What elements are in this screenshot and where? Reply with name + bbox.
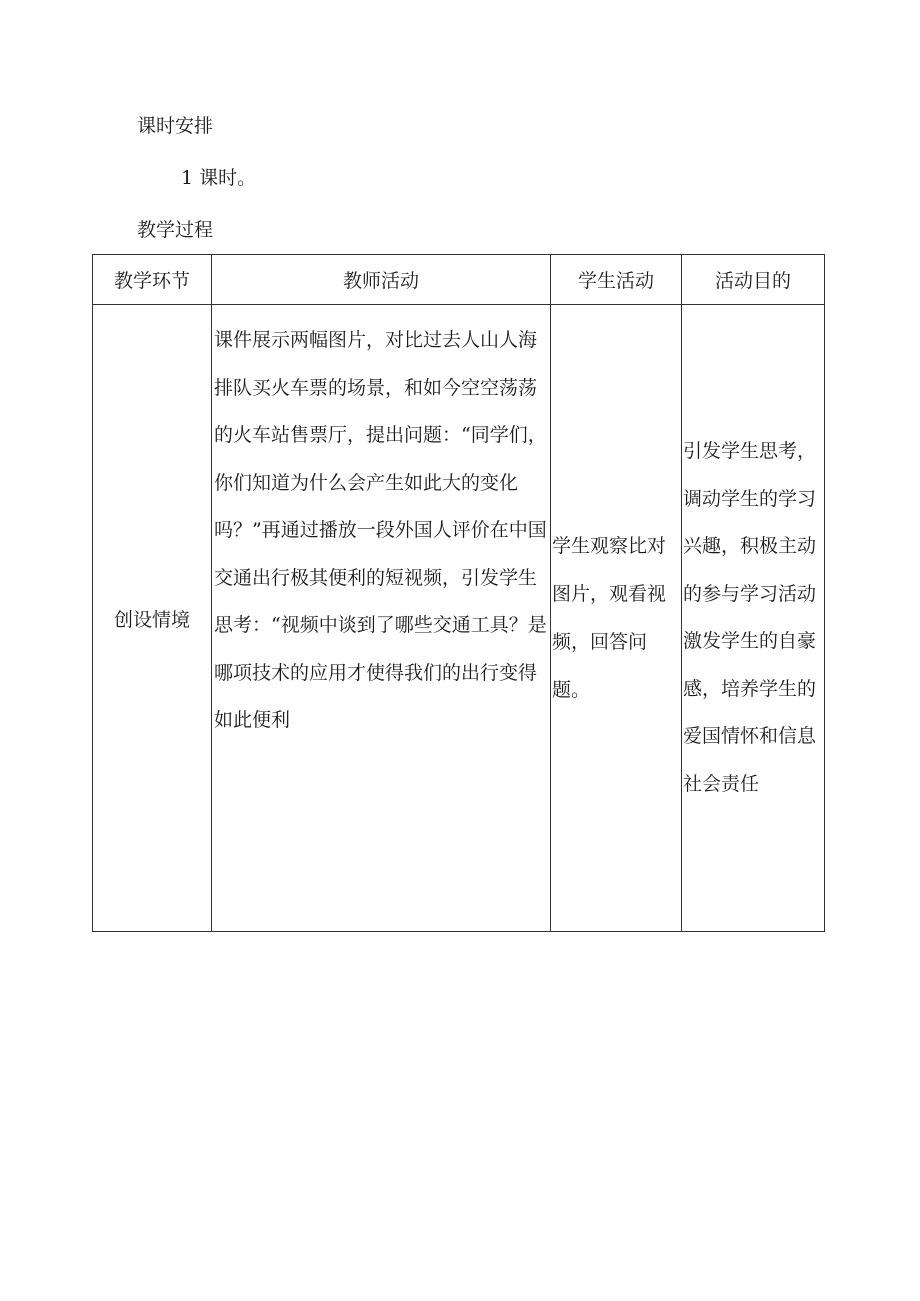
activity-purpose-text: 引发学生思考，调动学生的学习兴趣，积极主动的参与学习活动激发学生的自豪感，培养学生的爱国情怀和信息社会责任 <box>683 440 817 795</box>
student-activity-text: 学生观察比对图片，观看视频，回答问题。 <box>552 535 667 701</box>
teacher-activity-text: 课件展示两幅图片，对比过去人山人海排队买火车票的场景，和如今空空荡荡的火车站售票厅，提出问题：“同学们，你们知道为什么会产生如此大的变化吗？”再通过播放一段外国人评价在中国交通出行极其便利的短视频，引发学生思考：“视频中谈到了哪些交通工具？是哪项技术的应用才使得我们的出行变得如此便利 <box>214 329 547 731</box>
cell-stage <box>93 305 212 932</box>
teaching-process-table <box>92 254 825 932</box>
section-heading-process: 教学过程 <box>137 219 214 241</box>
header-activity-purpose: 活动目的 <box>682 255 825 305</box>
schedule-value: 1 课时。 <box>181 167 257 189</box>
section-heading-schedule: 课时安排 <box>137 115 214 137</box>
cell-activity-purpose <box>682 305 825 932</box>
stage-text: 创设情境 <box>113 608 190 631</box>
cell-teacher-activity <box>212 305 551 932</box>
header-stage: 教学环节 <box>93 255 212 305</box>
header-student-activity: 学生活动 <box>551 255 682 305</box>
table-header-row <box>93 255 825 305</box>
table-row <box>93 305 825 932</box>
cell-student-activity <box>551 305 682 932</box>
header-teacher-activity: 教师活动 <box>212 255 551 305</box>
